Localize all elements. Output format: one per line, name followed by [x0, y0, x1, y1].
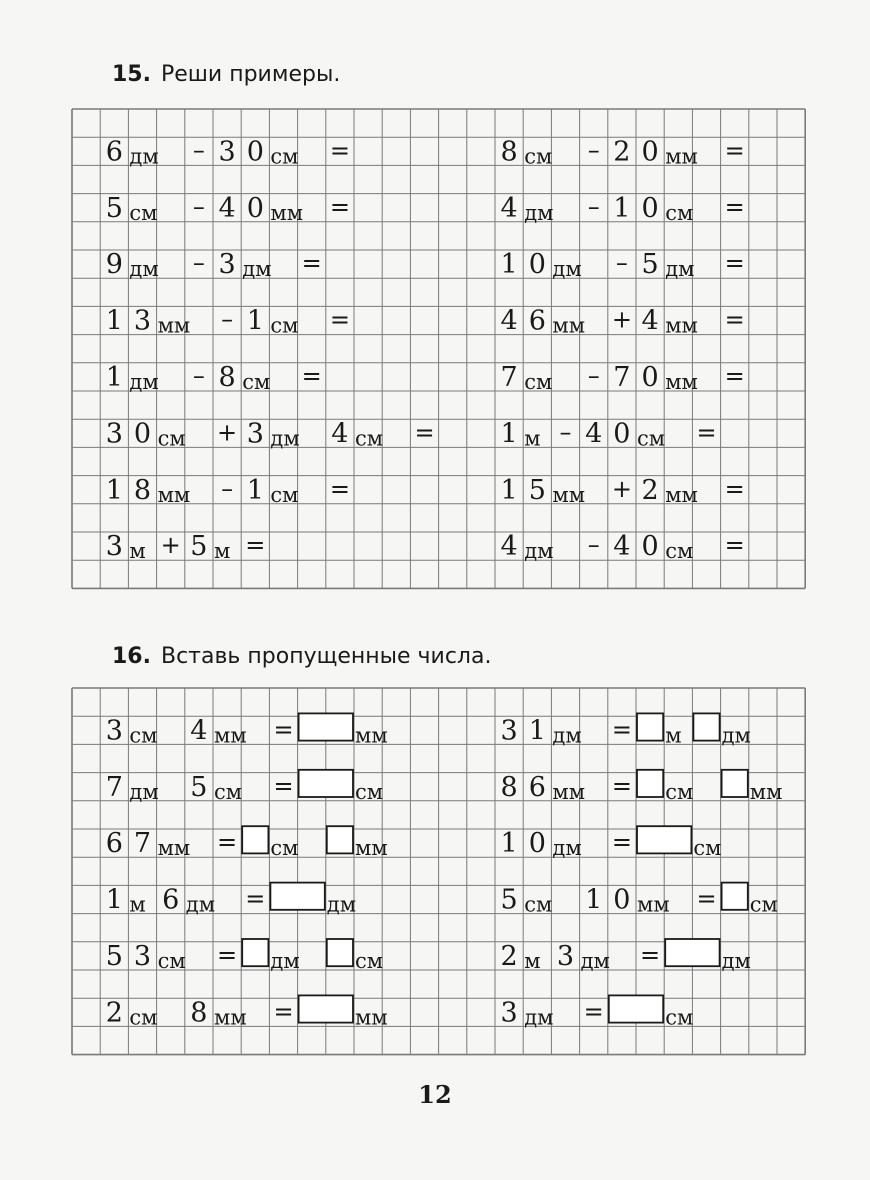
digit: 4: [613, 531, 631, 563]
unit-label: см: [355, 779, 384, 804]
answer-box[interactable]: [299, 770, 353, 797]
unit-label: дм: [129, 144, 159, 169]
operator: –: [192, 249, 205, 278]
digit: 5: [528, 474, 546, 506]
unit-label: мм: [214, 723, 247, 748]
digit: 8: [218, 362, 236, 393]
unit-label: см: [665, 200, 694, 225]
example-row: [106, 418, 717, 450]
answer-box[interactable]: [637, 713, 663, 740]
unit-label: дм: [270, 426, 300, 451]
operator: =: [329, 305, 350, 334]
operator: =: [273, 715, 294, 744]
unit-label: м: [129, 539, 146, 564]
operator: +: [611, 474, 632, 503]
unit-label: см: [157, 949, 186, 973]
digit: 0: [246, 192, 264, 224]
answer-box[interactable]: [299, 995, 353, 1022]
operator: –: [587, 531, 600, 560]
digit: 6: [162, 884, 180, 916]
unit-label: мм: [552, 779, 586, 804]
digit: 0: [641, 362, 659, 393]
digit: 5: [190, 771, 208, 803]
digit: 3: [133, 941, 152, 972]
unit-label: см: [242, 370, 271, 394]
operator: +: [217, 418, 238, 447]
operator: –: [192, 136, 205, 165]
unit-label: см: [270, 144, 299, 169]
unit-label: дм: [524, 1005, 554, 1030]
digit: 0: [641, 136, 659, 168]
operator: =: [245, 531, 266, 560]
operator: =: [696, 418, 717, 447]
operator: =: [301, 249, 322, 278]
digit: 0: [641, 192, 659, 224]
unit-label: см: [129, 1005, 158, 1030]
operator: =: [724, 249, 745, 278]
digit: 5: [190, 531, 208, 563]
digit: 0: [246, 136, 264, 168]
unit-label: дм: [665, 257, 695, 282]
example-row: [106, 249, 745, 281]
unit-label: м: [524, 949, 541, 973]
unit-label: дм: [242, 257, 272, 282]
unit-label: мм: [749, 779, 783, 804]
unit-label: мм: [157, 482, 191, 507]
operator: =: [329, 136, 350, 165]
unit-label: дм: [270, 949, 300, 973]
digit: 7: [133, 828, 152, 860]
answer-box[interactable]: [242, 939, 268, 966]
unit-label: см: [129, 200, 158, 225]
answer-box[interactable]: [609, 995, 663, 1022]
digit: 1: [613, 192, 631, 224]
operator: =: [329, 192, 350, 221]
unit-label: см: [270, 836, 299, 861]
unit-label: дм: [129, 779, 159, 804]
answer-box[interactable]: [665, 939, 719, 966]
digit: 3: [105, 531, 123, 563]
unit-label: см: [637, 426, 666, 451]
unit-label: дм: [129, 257, 159, 282]
example-row: [106, 193, 745, 225]
digit: 1: [246, 305, 264, 337]
digit: 4: [585, 418, 603, 450]
page-number: 12: [418, 1080, 452, 1109]
answer-box[interactable]: [270, 883, 324, 910]
answer-box[interactable]: [637, 770, 663, 797]
unit-label: дм: [524, 200, 554, 225]
operator: –: [587, 362, 600, 390]
unit-label: дм: [129, 370, 159, 394]
unit-label: дм: [721, 949, 751, 973]
unit-label: мм: [552, 482, 586, 507]
exercise-15-examples: [106, 136, 745, 563]
digit: 3: [133, 305, 152, 337]
digit: 1: [585, 884, 603, 916]
example-row: [106, 713, 751, 747]
digit: 6: [528, 305, 546, 337]
digit: 0: [133, 418, 152, 450]
exercise-15-grid: [72, 109, 805, 588]
digit: 1: [500, 828, 518, 860]
digit: 7: [500, 362, 518, 393]
exercise-15-title: Реши примеры.: [160, 62, 341, 87]
answer-box[interactable]: [722, 883, 748, 910]
digit: 7: [105, 771, 123, 803]
operator: –: [192, 362, 205, 390]
digit: 4: [331, 418, 349, 450]
unit-label: м: [214, 539, 231, 564]
digit: 5: [641, 249, 659, 281]
operator: =: [414, 418, 435, 447]
example-row: [106, 995, 694, 1029]
unit-label: мм: [157, 313, 191, 338]
digit: 9: [105, 249, 123, 281]
operator: =: [273, 997, 294, 1026]
digit: 4: [500, 531, 518, 563]
unit-label: м: [129, 892, 146, 917]
operator: =: [696, 884, 717, 913]
unit-label: мм: [157, 836, 191, 861]
operator: =: [611, 771, 632, 800]
unit-label: см: [524, 144, 553, 169]
digit: 2: [105, 997, 123, 1029]
digit: 5: [105, 192, 123, 224]
digit: 8: [133, 474, 152, 506]
digit: 4: [500, 192, 518, 224]
unit-label: см: [270, 313, 299, 338]
operator: =: [217, 828, 238, 857]
unit-label: дм: [552, 257, 582, 282]
digit: 3: [218, 136, 236, 168]
exercise-16-title: Вставь пропущенные числа.: [160, 644, 492, 669]
unit-label: мм: [270, 200, 304, 225]
operator: =: [217, 941, 238, 969]
unit-label: мм: [214, 1005, 247, 1030]
digit: 8: [500, 136, 518, 168]
operator: =: [301, 362, 322, 390]
unit-label: мм: [355, 836, 388, 861]
unit-label: см: [524, 892, 553, 917]
digit: 5: [105, 941, 123, 972]
answer-box[interactable]: [327, 939, 353, 966]
example-row: [106, 306, 745, 338]
answer-box[interactable]: [299, 713, 353, 740]
unit-label: мм: [355, 1005, 388, 1030]
unit-label: дм: [524, 539, 554, 564]
operator: =: [724, 474, 745, 503]
example-row: [106, 939, 751, 973]
digit: 5: [500, 884, 518, 916]
operator: –: [221, 305, 234, 334]
operator: –: [192, 192, 205, 221]
operator: =: [245, 884, 266, 913]
digit: 6: [528, 771, 546, 803]
operator: =: [724, 305, 745, 334]
unit-label: дм: [185, 892, 216, 917]
answer-box[interactable]: [327, 826, 353, 853]
unit-label: м: [665, 723, 682, 748]
digit: 8: [500, 771, 518, 803]
example-row: [106, 770, 783, 804]
unit-label: см: [665, 1005, 694, 1030]
digit: 2: [613, 136, 631, 168]
unit-label: см: [693, 836, 722, 861]
digit: 0: [528, 249, 546, 281]
digit: 4: [218, 192, 236, 224]
unit-label: см: [214, 779, 243, 804]
digit: 1: [500, 418, 518, 450]
operator: –: [221, 474, 234, 503]
digit: 1: [246, 474, 264, 506]
unit-label: м: [524, 426, 541, 451]
digit: 4: [190, 715, 208, 747]
operator: =: [611, 828, 632, 857]
exercise-16-examples: [106, 713, 783, 1029]
digit: 3: [556, 941, 575, 972]
example-row: [106, 362, 745, 394]
digit: 3: [500, 715, 518, 747]
unit-label: см: [129, 723, 158, 748]
answer-box[interactable]: [722, 770, 748, 797]
digit: 3: [218, 249, 236, 281]
operator: –: [587, 192, 600, 221]
unit-label: см: [524, 370, 553, 394]
example-row: [106, 883, 778, 917]
answer-box[interactable]: [242, 826, 268, 853]
unit-label: см: [665, 779, 694, 804]
digit: 4: [641, 305, 659, 337]
digit: 3: [105, 418, 123, 450]
operator: =: [640, 941, 661, 969]
unit-label: мм: [665, 370, 698, 394]
unit-label: см: [355, 426, 384, 451]
operator: +: [160, 531, 181, 560]
digit: 2: [500, 941, 518, 972]
unit-label: мм: [552, 313, 586, 338]
example-row: [106, 531, 745, 563]
digit: 6: [105, 828, 123, 860]
unit-label: мм: [355, 723, 388, 748]
unit-label: дм: [552, 836, 582, 861]
unit-label: дм: [326, 892, 357, 917]
example-row: [106, 475, 745, 507]
answer-box[interactable]: [693, 713, 719, 740]
operator: =: [724, 362, 745, 390]
digit: 1: [105, 362, 123, 393]
digit: 1: [528, 715, 546, 747]
unit-label: мм: [665, 482, 698, 507]
unit-label: мм: [665, 144, 698, 169]
operator: =: [329, 474, 350, 503]
unit-label: мм: [665, 313, 698, 338]
digit: 2: [641, 474, 659, 506]
operator: =: [724, 192, 745, 221]
digit: 8: [190, 997, 208, 1029]
operator: –: [615, 249, 628, 278]
unit-label: дм: [580, 949, 610, 973]
digit: 4: [500, 305, 518, 337]
digit: 1: [500, 474, 518, 506]
exercise-15-number: 15.: [112, 62, 151, 87]
digit: 0: [613, 418, 631, 450]
digit: 3: [246, 418, 264, 450]
digit: 1: [500, 249, 518, 281]
digit: 0: [613, 884, 631, 916]
example-row: [106, 826, 722, 860]
exercise-16-grid: [72, 688, 805, 1055]
unit-label: см: [270, 482, 299, 507]
operator: =: [273, 771, 294, 800]
unit-label: дм: [552, 723, 582, 748]
digit: 7: [613, 362, 631, 393]
digit: 0: [528, 828, 546, 860]
exercise-16-number: 16.: [112, 644, 151, 669]
unit-label: дм: [721, 723, 751, 748]
operator: =: [583, 997, 604, 1026]
operator: –: [587, 136, 600, 165]
digit: 0: [641, 531, 659, 563]
unit-label: см: [665, 539, 694, 564]
operator: +: [611, 305, 632, 334]
digit: 1: [105, 305, 123, 337]
operator: =: [611, 715, 632, 744]
digit: 6: [105, 136, 123, 168]
digit: 3: [500, 997, 518, 1029]
digit: 1: [105, 474, 123, 506]
unit-label: см: [749, 892, 778, 917]
unit-label: см: [157, 426, 186, 451]
operator: =: [724, 136, 745, 165]
example-row: [106, 136, 745, 168]
answer-box[interactable]: [637, 826, 691, 853]
digit: 1: [105, 884, 123, 916]
unit-label: мм: [637, 892, 670, 917]
unit-label: см: [355, 949, 384, 973]
operator: –: [559, 418, 572, 447]
digit: 3: [105, 715, 123, 747]
operator: =: [724, 531, 745, 560]
